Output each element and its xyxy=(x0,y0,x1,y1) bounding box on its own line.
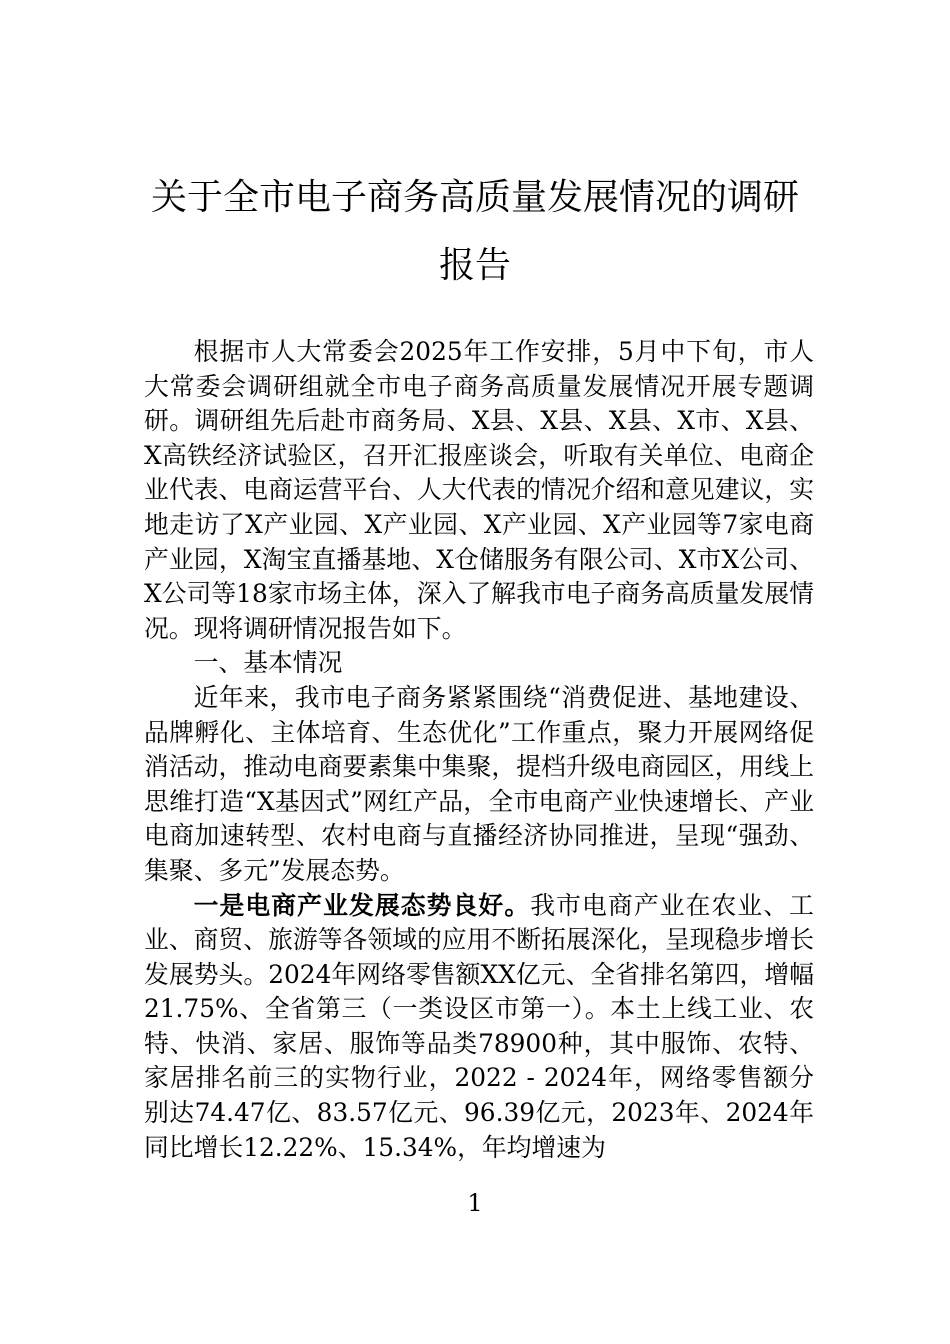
point-1-lead: 一是电商产业发展态势良好。 xyxy=(193,890,531,920)
intro-paragraph: 根据市人大常委会2025年工作安排，5月中下旬，市人大常委会调研组就全市电子商务高质量发展情况开展专题调研。调研组先后赴市商务局、X县、X县、X县、X市、X县、X高铁经济试验区，召开汇报座谈会，听取有关单位、电商企业代表、电商运营平台、人大代表的情况介绍和意见建议，实地走访了X产业园、X产业园、X产业园、X产业园等7家电商产业园，X淘宝直播基地、X仓储服务有限公司、X市X公司、X公司等18家市场主体，深入了解我市电子商务高质量发展情况。现将调研情况报告如下。 xyxy=(144,337,814,643)
section-1-paragraph: 近年来，我市电子商务紧紧围绕“消费促进、基地建设、品牌孵化、主体培育、生态优化”工作重点，聚力开展网络促消活动，推动电商要素集中集聚，提档升级电商园区，用线上思维打造“X基因式”网红产品，全市电商产业快速增长、产业电商加速转型、农村电商与直播经济协同推进，呈现“强劲、集聚、多元”发展态势。 xyxy=(144,682,814,885)
document-body xyxy=(144,335,814,1165)
page-number: 1 xyxy=(467,1189,483,1217)
document-title-line-2: 报告 xyxy=(438,245,511,286)
point-1-text: 我市电商产业在农业、工业、商贸、旅游等各领域的应用不断拓展深化，呈现稳步增长发展势头。2024年网络零售额XX亿元、全省排名第四，增幅21.75%、全省第三（一类设区市第一）。本土上线工业、农特、快消、家居、服饰等品类78900种，其中服饰、农特、家居排名前三的实物行业，2022 - 2024年，网络零售额分别达74.47亿、83.57亿元、96.39亿元，2023年、2024年同比增长12.22%、15.34%，年均增速为 xyxy=(144,890,814,1162)
document-title-line-1: 关于全市电子商务高质量发展情况的调研 xyxy=(150,177,799,218)
section-1-heading: 一、基本情况 xyxy=(193,648,343,678)
point-1-paragraph xyxy=(144,889,814,1166)
